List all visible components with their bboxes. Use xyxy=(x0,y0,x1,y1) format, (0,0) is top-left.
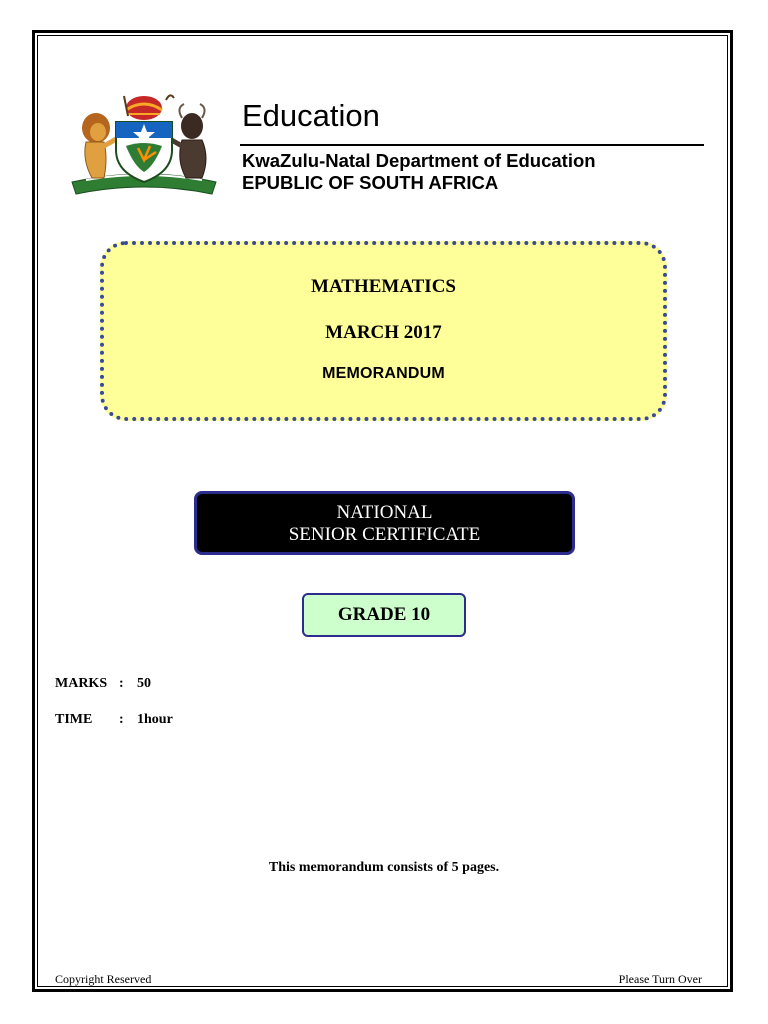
footer-turn-over: Please Turn Over xyxy=(618,972,702,986)
header-department: KwaZulu-Natal Department of Education xyxy=(242,150,596,171)
footer-copyright: Copyright Reserved xyxy=(55,972,152,986)
certificate-box xyxy=(194,491,575,555)
time-label: TIME xyxy=(55,712,93,727)
page-count-note: This memorandum consists of 5 pages. xyxy=(268,860,500,875)
coat-of-arms-icon xyxy=(64,86,224,198)
header-country: EPUBLIC OF SOUTH AFRICA xyxy=(242,172,499,193)
marks-label: MARKS xyxy=(55,676,108,691)
exam-date: MARCH 2017 xyxy=(325,322,442,343)
subject-box xyxy=(100,241,667,421)
marks-colon: : xyxy=(119,676,124,691)
marks-value: 50 xyxy=(137,676,151,691)
certificate-line-1: NATIONAL xyxy=(336,502,433,523)
time-colon: : xyxy=(119,712,124,727)
subject-name: MATHEMATICS xyxy=(311,276,456,297)
header-rule xyxy=(240,144,704,146)
document-type: MEMORANDUM xyxy=(322,365,445,382)
grade-box: GRADE 10 xyxy=(302,593,466,637)
header-title: Education xyxy=(242,98,380,133)
certificate-line-2: SENIOR CERTIFICATE xyxy=(288,524,481,545)
time-value: 1hour xyxy=(137,712,173,727)
